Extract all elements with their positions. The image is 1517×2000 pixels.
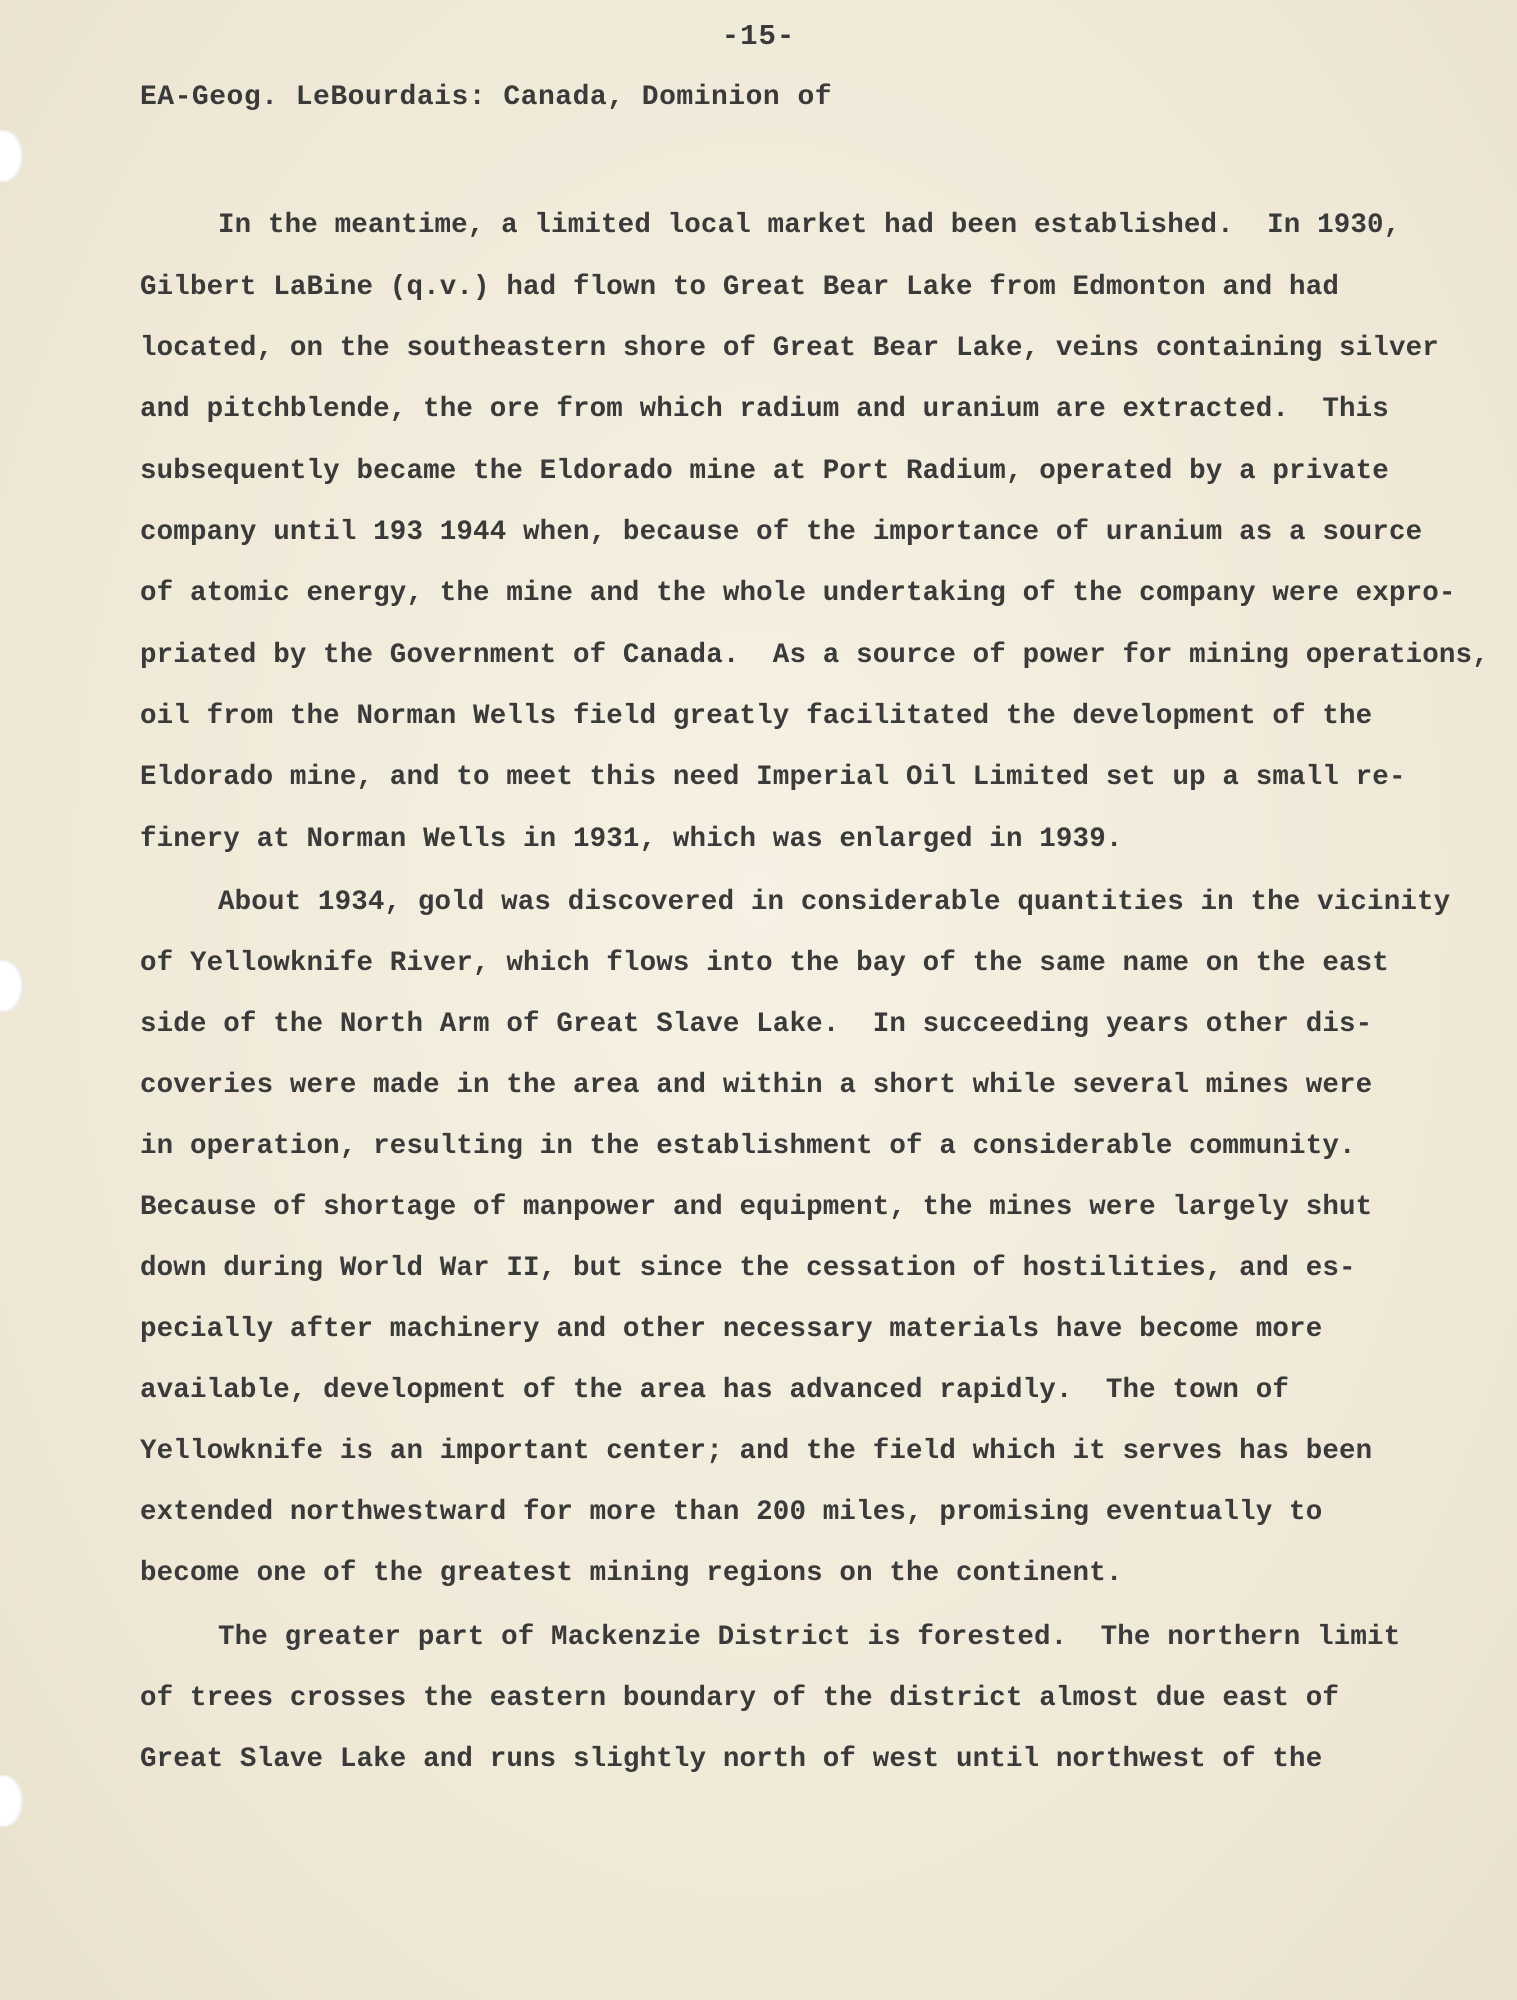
text-line: pecially after machinery and other necessary materials have become more [140,1314,1323,1345]
punch-hole [0,1775,24,1827]
text-line: down during World War II, but since the cessation of hostilities, and es- [140,1253,1356,1284]
text-line: of atomic energy, the mine and the whole undertaking of the company were expro- [140,578,1456,609]
document-header: EA-Geog. LeBourdais: Canada, Dominion of [140,82,833,113]
text-line: Yellowknife is an important center; and the field which it serves has been [140,1436,1373,1467]
text-line: subsequently became the Eldorado mine at Port Radium, operated by a private [140,456,1389,487]
text-line: The greater part of Mackenzie District is forested. The northern limit [218,1622,1401,1653]
text-line: available, development of the area has advanced rapidly. The town of [140,1375,1290,1406]
text-line: company until 193 1944 when, because of the importance of uranium as a source [140,517,1423,548]
text-line: In the meantime, a limited local market had been established. In 1930, [218,210,1401,241]
text-line: About 1934, gold was discovered in considerable quantities in the vicinity [218,887,1451,918]
page-number: -15- [721,20,796,53]
text-line: coveries were made in the area and within a short while several mines were [140,1070,1373,1101]
text-line: Eldorado mine, and to meet this need Imperial Oil Limited set up a small re- [140,762,1406,793]
text-line: of trees crosses the eastern boundary of the district almost due east of [140,1683,1339,1714]
text-line: and pitchblende, the ore from which radium and uranium are extracted. This [140,394,1389,425]
punch-hole [0,960,24,1012]
text-line: finery at Norman Wells in 1931, which was enlarged in 1939. [140,824,1123,855]
text-line: extended northwestward for more than 200 miles, promising eventually to [140,1497,1323,1528]
text-line: in operation, resulting in the establishment of a considerable community. [140,1131,1356,1162]
text-line: side of the North Arm of Great Slave Lake. In succeeding years other dis- [140,1009,1373,1040]
text-line: located, on the southeastern shore of Great Bear Lake, veins containing silver [140,333,1439,364]
text-line: Great Slave Lake and runs slightly north of west until northwest of the [140,1744,1323,1775]
text-line: become one of the greatest mining regions on the continent. [140,1558,1123,1589]
text-line: Because of shortage of manpower and equipment, the mines were largely shut [140,1192,1373,1223]
punch-hole [0,130,24,182]
text-line: Gilbert LaBine (q.v.) had flown to Great Bear Lake from Edmonton and had [140,272,1339,303]
text-line: priated by the Government of Canada. As a source of power for mining operations, [140,640,1489,671]
text-line: of Yellowknife River, which flows into the bay of the same name on the east [140,948,1389,979]
text-line: oil from the Norman Wells field greatly facilitated the development of the [140,701,1373,732]
